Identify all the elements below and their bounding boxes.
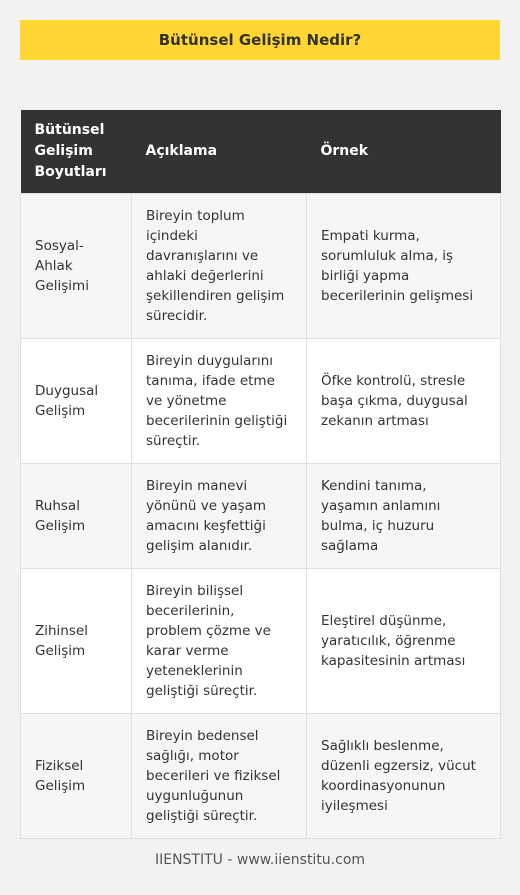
cell-dimension: Zihinsel Gelişim [21, 569, 132, 714]
table-row [21, 464, 501, 569]
development-table [20, 110, 501, 839]
cell-example: Sağlıklı beslenme, düzenli egzersiz, vücut koordinasyonunun iyileşmesi [307, 714, 501, 839]
cell-description: Bireyin bedensel sağlığı, motor becerileri ve fiziksel uygunluğunun geliştiği süreçtir. [132, 714, 307, 839]
cell-dimension: Duygusal Gelişim [21, 339, 132, 464]
column-header-dimension: Bütünsel Gelişim Boyutları [21, 110, 132, 194]
cell-description: Bireyin duygularını tanıma, ifade etme ve yönetme becerilerinin geliştiği süreçtir. [132, 339, 307, 464]
column-header-description: Açıklama [132, 110, 307, 194]
cell-dimension: Fiziksel Gelişim [21, 714, 132, 839]
cell-example: Eleştirel düşünme, yaratıcılık, öğrenme kapasitesinin artması [307, 569, 501, 714]
table-row [21, 194, 501, 339]
cell-description: Bireyin toplum içindeki davranışlarını ve ahlaki değerlerini şekillendiren gelişim sürecidir. [132, 194, 307, 339]
cell-dimension: Ruhsal Gelişim [21, 464, 132, 569]
page-title: Bütünsel Gelişim Nedir? [20, 20, 500, 60]
footer-credit: IIENSTITU - www.iienstitu.com [154, 852, 366, 868]
cell-example: Öfke kontrolü, stresle başa çıkma, duygusal zekanın artması [307, 339, 501, 464]
table-header-row [21, 110, 501, 194]
cell-description: Bireyin bilişsel becerilerinin, problem çözme ve karar verme yeteneklerinin geliştiği süreçtir. [132, 569, 307, 714]
table-row [21, 714, 501, 839]
cell-dimension: Sosyal-Ahlak Gelişimi [21, 194, 132, 339]
cell-example: Empati kurma, sorumluluk alma, iş birliği yapma becerilerinin gelişmesi [307, 194, 501, 339]
cell-description: Bireyin manevi yönünü ve yaşam amacını keşfettiği gelişim alanıdır. [132, 464, 307, 569]
column-header-example: Örnek [307, 110, 501, 194]
table-row [21, 569, 501, 714]
table-row [21, 339, 501, 464]
cell-example: Kendini tanıma, yaşamın anlamını bulma, iç huzuru sağlama [307, 464, 501, 569]
